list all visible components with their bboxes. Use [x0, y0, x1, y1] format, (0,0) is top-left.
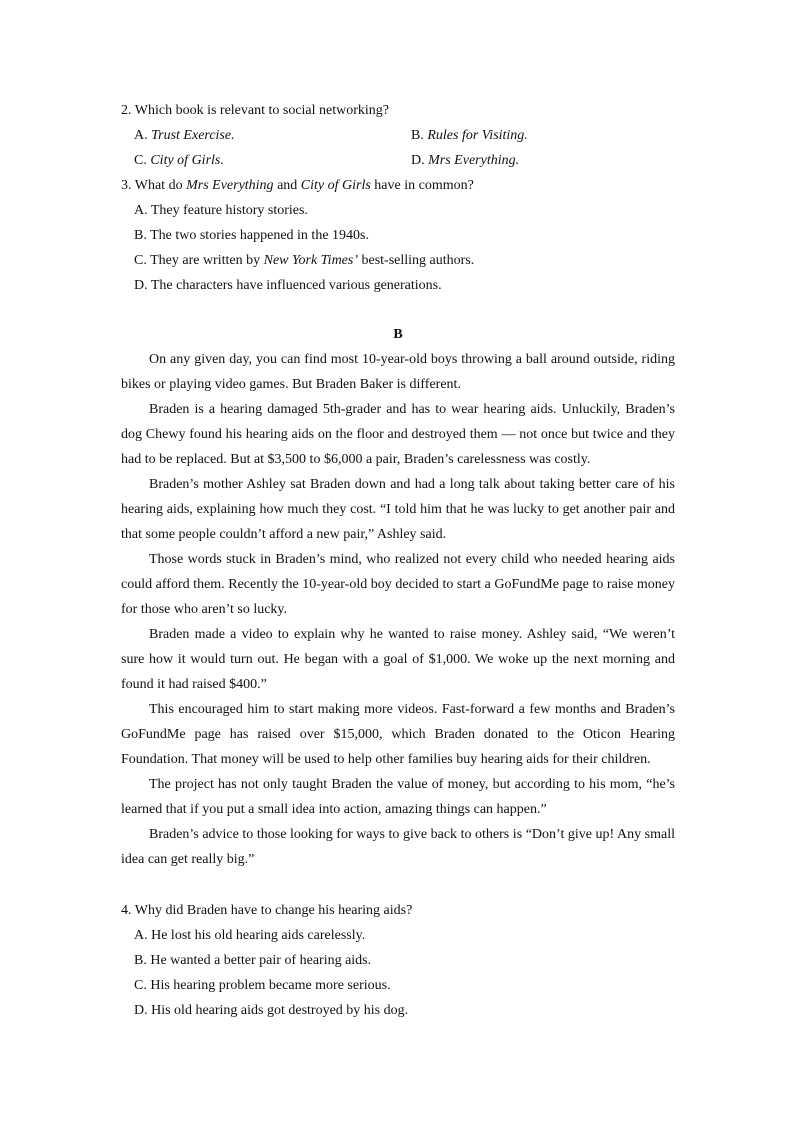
question-4-stem: 4. Why did Braden have to change his hearing aids?	[121, 903, 413, 918]
stem-text: have in common?	[370, 178, 474, 193]
option-letter: A.	[134, 128, 148, 143]
page-content	[121, 98, 675, 1023]
passage-paragraph: The project has not only taught Braden the value of money, but according to his mom, “he’s learned that if you put a small idea into action, amazing things can happen.”	[121, 777, 675, 817]
passage-paragraph: Braden’s mother Ashley sat Braden down and had a long talk about taking better care of his hearing aids, explaining how much they cost. “I told him that he was lucky to get another pair and that some people couldn’t afford a new pair,” Ashley said.	[121, 477, 675, 542]
question-3-option-c	[121, 248, 675, 273]
question-3-option-d-row	[121, 273, 675, 298]
question-2-option-b	[398, 123, 675, 148]
book-title: City of Girls	[300, 178, 371, 193]
question-4-option-b-row	[121, 948, 675, 973]
question-3-option-a-row	[121, 198, 675, 223]
question-2-option-d	[398, 148, 675, 173]
option-text: City of Girls.	[150, 153, 224, 168]
option-text: Mrs Everything.	[428, 153, 520, 168]
question-3-option-b: B. The two stories happened in the 1940s.	[134, 228, 369, 243]
question-4-option-d: D. His old hearing aids got destroyed by his dog.	[134, 1003, 409, 1018]
question-2-option-c	[121, 148, 398, 173]
publication-name: New York Times’	[263, 253, 358, 268]
passage-paragraph: Those words stuck in Braden’s mind, who realized not every child who needed hearing aids could afford them. Recently the 10-year-old boy decided to start a GoFundMe page to raise money for those who aren’t so lucky.	[121, 552, 675, 617]
passage-paragraph: Braden is a hearing damaged 5th-grader and has to wear hearing aids. Unluckily, Braden’s dog Chewy found his hearing aids on the floor and destroyed them — not once but twice and they had to be replaced. But at $3,500 to $6,000 a pair, Braden’s carelessness was costly.	[121, 402, 675, 467]
question-3-stem	[121, 173, 675, 198]
option-text: C. They are written by	[134, 253, 264, 268]
question-3-option-c-row	[121, 248, 675, 273]
option-letter: D.	[411, 153, 425, 168]
question-4-option-c-row	[121, 973, 675, 998]
question-2-option-a	[121, 123, 398, 148]
question-3-option-d: D. The characters have influenced various generations.	[134, 278, 442, 293]
option-letter: B.	[411, 128, 424, 143]
stem-text: and	[273, 178, 301, 193]
question-3-option-b-row	[121, 223, 675, 248]
option-text: best-selling authors.	[358, 253, 475, 268]
spacer	[121, 298, 675, 322]
book-title: Mrs Everything	[186, 178, 274, 193]
stem-text: 3. What do	[121, 178, 187, 193]
question-2-options-row-2	[121, 148, 675, 173]
question-4-option-d-row	[121, 998, 675, 1023]
passage-paragraph: On any given day, you can find most 10-year-old boys throwing a ball around outside, riding bikes or playing video games. But Braden Baker is different.	[121, 352, 675, 392]
question-4-option-b: B. He wanted a better pair of hearing aids.	[134, 953, 372, 968]
section-title: B	[393, 327, 403, 342]
question-4-option-a-row	[121, 923, 675, 948]
option-letter: C.	[134, 153, 147, 168]
option-text: Trust Exercise.	[151, 128, 235, 143]
passage-paragraph: This encouraged him to start making more videos. Fast-forward a few months and Braden’s GoFundMe page has raised over $15,000, which Braden donated to the Oticon Hearing Foundation. That money will be used to help other families buy hearing aids for their children.	[121, 702, 675, 767]
question-4-option-a: A. He lost his old hearing aids carelessly.	[134, 928, 366, 943]
question-4-option-c: C. His hearing problem became more serious.	[134, 978, 391, 993]
question-3-option-a: A. They feature history stories.	[134, 203, 308, 218]
passage-paragraph: Braden’s advice to those looking for ways to give back to others is “Don’t give up! Any small idea can get really big.”	[121, 827, 675, 867]
question-2-options-row-1	[121, 123, 675, 148]
passage-paragraph: Braden made a video to explain why he wanted to raise money. Ashley said, “We weren’t sure how it would turn out. He began with a goal of $1,000. We woke up the next morning and found it had raised $400.”	[121, 627, 675, 692]
option-text: Rules for Visiting.	[427, 128, 528, 143]
question-2-stem: 2. Which book is relevant to social networking?	[121, 103, 390, 118]
